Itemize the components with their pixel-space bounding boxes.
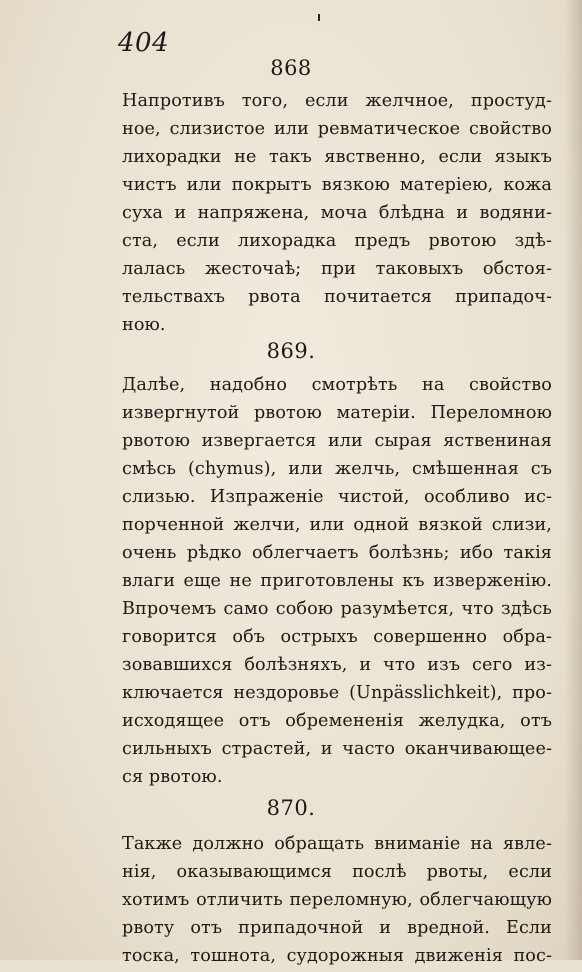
text-line: ною. xyxy=(122,315,166,335)
text-line: порченной желчи, или одной вязкой слизи, xyxy=(122,515,552,535)
text-line: слизью. Изпраженіе чистой, особливо ис- xyxy=(122,487,552,507)
text-line: говорится объ острыхъ совершенно обра- xyxy=(122,627,552,647)
text-line: лалась жесточаѣ; при таковыхъ обстоя- xyxy=(122,259,552,279)
text-line: нія, оказывающимся послѣ рвоты, если xyxy=(122,862,552,882)
text-line: очень рѣдко облегчаетъ болѣзнь; ибо такія xyxy=(122,543,552,563)
text-line: тельствахъ рвота почитается припадоч- xyxy=(122,287,552,307)
print-mark xyxy=(318,14,320,21)
text-line: Впрочемъ само собою разумѣется, что здѣсь xyxy=(122,599,552,619)
text-line: лихорадки не такъ явственно, если языкъ xyxy=(122,147,552,167)
text-line: ное, слизистое или ревматическое свойство xyxy=(122,119,552,139)
text-line: суха и напряжена, моча блѣдна и водяни- xyxy=(122,203,552,223)
text-line: Также должно обращать вниманіе на явле- xyxy=(122,834,552,854)
text-line: ключается нездоровье (Unpässlichkeit), про- xyxy=(122,683,552,703)
section-number: 869. xyxy=(266,339,316,363)
text-line: извергнутой рвотою матеріи. Переломною xyxy=(122,403,552,423)
text-line: рвоту отъ припадочной и вредной. Если xyxy=(122,918,552,938)
text-line: рвотою извергается или сырая яствениная xyxy=(122,431,552,451)
text-line: хотимъ отличить переломную, облегчающую xyxy=(122,890,552,910)
text-line: исходящее отъ обремененія желудка, отъ xyxy=(122,711,552,731)
text-line: зовавшихся болѣзняхъ, и что изъ сего из- xyxy=(122,655,552,675)
text-line: ста, если лихорадка предъ рвотою здѣ- xyxy=(122,231,552,251)
section-number: 870. xyxy=(266,796,316,820)
section-number: 868 xyxy=(270,56,312,80)
text-line: влаги еще не приготовлены къ изверженію. xyxy=(122,571,552,591)
text-line: чистъ или покрытъ вязкою матеріею, кожа xyxy=(122,175,552,195)
text-line: смѣсь (chymus), или желчь, смѣшенная съ xyxy=(122,459,552,479)
text-line: сильныхъ страстей, и часто оканчивающее- xyxy=(122,739,552,759)
text-line: ся рвотою. xyxy=(122,767,223,787)
text-line: Далѣе, надобно смотрѣть на свойство xyxy=(122,375,552,395)
text-line: тоска, тошнота, судорожныя движенія пос- xyxy=(122,946,552,966)
page-number: 404 xyxy=(118,28,170,58)
text-line: Напротивъ того, если желчное, простуд- xyxy=(122,91,552,111)
